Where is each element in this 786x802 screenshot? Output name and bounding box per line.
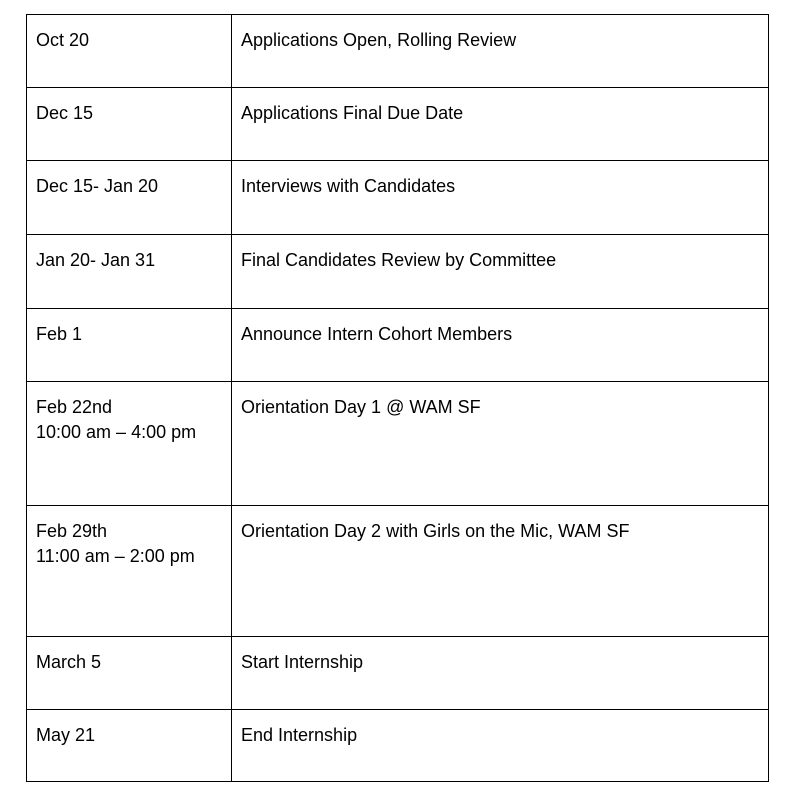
event-cell — [232, 309, 769, 382]
date-text: March 5 — [36, 652, 102, 672]
date-text: Feb 1 — [36, 324, 83, 344]
date-text: Feb 29th — [36, 521, 108, 541]
table-row — [27, 382, 769, 506]
event-text: Orientation Day 1 @ WAM SF — [241, 397, 481, 417]
table-row — [27, 161, 769, 235]
date-text: Jan 20- Jan 31 — [36, 250, 156, 270]
time-text: 10:00 am – 4:00 pm — [36, 422, 197, 442]
event-text: Applications Open, Rolling Review — [241, 30, 517, 50]
event-text: Announce Intern Cohort Members — [241, 324, 513, 344]
event-cell — [232, 506, 769, 637]
date-cell — [27, 637, 232, 710]
date-cell — [27, 235, 232, 309]
event-text: End Internship — [241, 725, 358, 745]
time-text: 11:00 am – 2:00 pm — [36, 546, 195, 566]
date-text: Dec 15 — [36, 103, 94, 123]
event-text: Start Internship — [241, 652, 364, 672]
event-cell — [232, 235, 769, 309]
date-cell — [27, 382, 232, 506]
event-cell — [232, 710, 769, 782]
date-cell — [27, 710, 232, 782]
event-text: Orientation Day 2 with Girls on the Mic, WAM SF — [241, 521, 630, 541]
date-cell — [27, 506, 232, 637]
date-text: May 21 — [36, 725, 96, 745]
date-text: Dec 15- Jan 20 — [36, 176, 159, 196]
table-row — [27, 235, 769, 309]
date-text: Oct 20 — [36, 30, 90, 50]
date-cell — [27, 15, 232, 88]
table-row — [27, 637, 769, 710]
date-cell — [27, 309, 232, 382]
event-cell — [232, 88, 769, 161]
table-row — [27, 88, 769, 161]
event-text: Final Candidates Review by Committee — [241, 250, 557, 270]
event-cell — [232, 15, 769, 88]
event-cell — [232, 161, 769, 235]
table-row — [27, 15, 769, 88]
table-row — [27, 506, 769, 637]
event-text: Interviews with Candidates — [241, 176, 456, 196]
table-row — [27, 309, 769, 382]
date-cell — [27, 88, 232, 161]
table-row — [27, 710, 769, 782]
date-text: Feb 22nd — [36, 397, 113, 417]
schedule-table — [26, 14, 769, 782]
event-text: Applications Final Due Date — [241, 103, 464, 123]
event-cell — [232, 382, 769, 506]
date-cell — [27, 161, 232, 235]
event-cell — [232, 637, 769, 710]
